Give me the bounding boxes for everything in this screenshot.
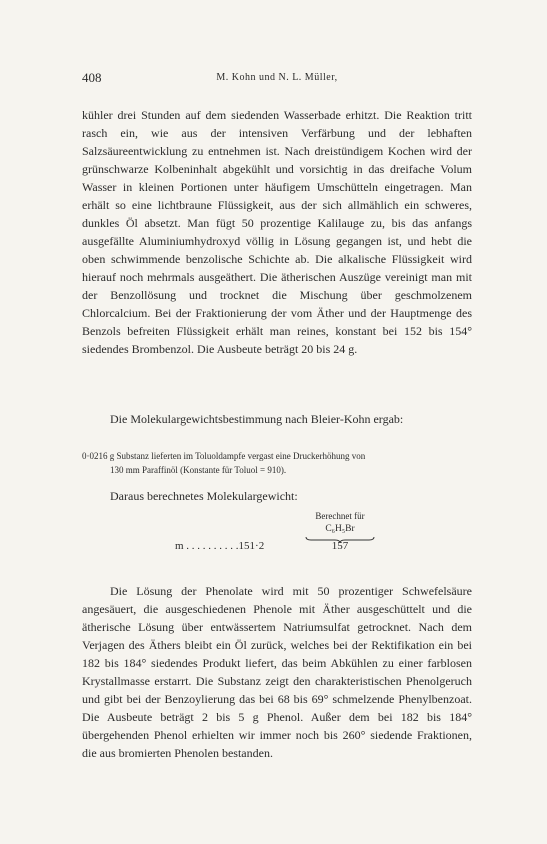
measurement-note-line-1: 0·0216 g Substanz lieferten im Toluoldampfe vergast eine Druckerhöhung von — [82, 451, 366, 461]
page-number: 408 — [82, 70, 102, 85]
paragraph-bromobenzene-prep: kühler drei Stunden auf dem siedenden Wasserbade erhitzt. Die Reaktion tritt rasch ein, wie aus der intensiven Verfärbung und der lebhaften Salzsäureentwicklung zu entnehmen ist. Nach dreistündigem Kochen wird der grünschwarze Kolbeninhalt abgekühlt und vorsichtig in das dreifache Volum Wasser in kleinen Portionen unter häufigem Umschütteln eingetragen. Man erhält so eine lichtbraune Flüssigkeit, aus der sich allmählich ein schweres, dunkles Öl absetzt. Man fügt 50 prozentige Kalilauge zu, bis das anfangs ausgefällte Aluminiumhydroxyd völlig in Lösung gegangen ist, und hebt die oben schwimmende benzolische Schichte ab. Die alkalische Flüssigkeit wird hierauf noch mehrmals ausgeäthert. Die ätherischen Auszüge vereinigt man mit der Benzollösung und trocknet die Mischung über geschmolzenem Chlorcalcium. Bei der Fraktionierung der vom Äther und der Hauptmenge des Benzols befreiten Flüssigkeit erhält man reines, konstant bei 152 bis 154° siedendes Brombenzol. Die Ausbeute beträgt 20 bis 24 g. — [82, 108, 472, 356]
page-header — [82, 70, 472, 88]
calc-heading: Daraus berechnetes Molekulargewicht: — [110, 489, 298, 503]
calculated-for-label: Berechnet für — [315, 511, 365, 521]
found-value-row: m . . . . . . . . . .151·2 — [175, 540, 265, 552]
formula-label: C₆H₅Br — [325, 524, 355, 534]
paragraph-molecular-weight-intro: Die Molekulargewichtsbestimmung nach Bleier-Kohn ergab: — [110, 412, 404, 426]
paragraph-phenol-workup: Die Lösung der Phenolate wird mit 50 prozentiger Schwefelsäure angesäuert, die ausgeschiedenen Phenole mit Äther ausgeschüttelt und die ätherische Lösung über entwässertem Natriumsulfat getrocknet. Nach dem Verjagen des Äthers bleibt ein Öl zurück, welches bei der Rektifikation ein bei 182 bis 184° siedendes Produkt liefert, das beim Abkühlen zu einer farblosen Krystallmasse erstarrt. Die Substanz zeigt den charakteristischen Phenolgeruch und gibt bei der Benzoylierung das bei 68 bis 69° schmelzende Phenylbenzoat. Die Ausbeute beträgt 2 bis 5 g Phenol. Außer dem bei 182 bis 184° übergehenden Phenol erhielten wir immer noch bis 260° siedende Fraktionen, die aus bromierten Phenolen bestanden. — [82, 584, 472, 760]
running-head: M. Kohn und N. L. Müller, — [216, 72, 338, 83]
calculated-value: 157 — [331, 540, 349, 552]
measurement-note — [82, 449, 472, 477]
calculated-column — [300, 510, 380, 544]
measurement-note-line-2: 130 mm Paraffinöl (Konstante für Toluol = 910). — [110, 465, 287, 475]
